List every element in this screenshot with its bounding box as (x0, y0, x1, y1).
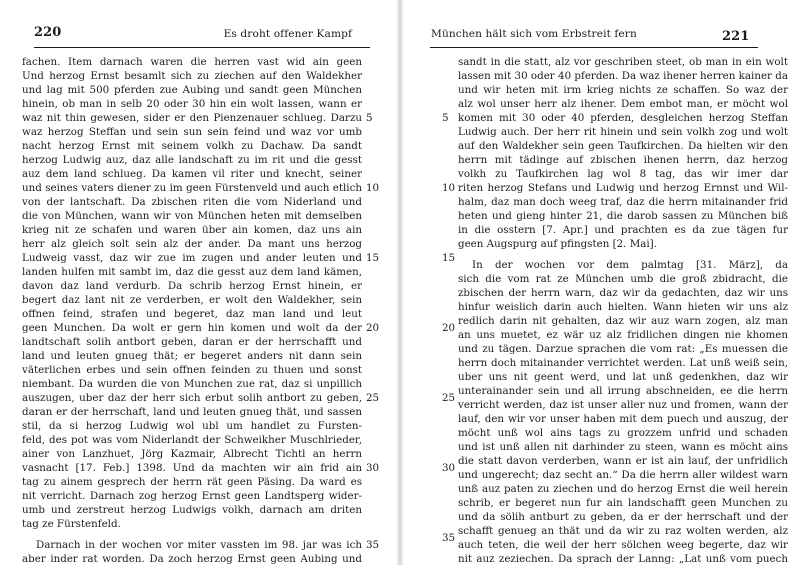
left-header-rule (34, 47, 370, 48)
line-number: 35 (366, 539, 380, 551)
text-line: verricht werden, daz ist unser aller nuz und fromen, wann der (458, 399, 788, 411)
line-number: 10 (442, 182, 456, 194)
text-line: landtschaft solih antbort geben, daran er der herrschafft und (22, 336, 362, 348)
text-line: und ist unß allen nit darhinder zu steen, wann es möcht ains (458, 441, 788, 453)
line-number: 20 (442, 322, 456, 334)
text-line: auszugen, uber daz der herr sich erbut solih antbort zu geben, (22, 392, 362, 404)
line-number: 15 (442, 252, 456, 264)
text-line: hinfur weislich darin auch hielten. Wann hieten wir uns alz (458, 301, 788, 313)
text-line: hinein, ob man in selb 20 oder 30 hin ein wolt lassen, wann er (22, 98, 362, 110)
text-line: uber uns nit geent werd, und lat unß gedenkhen, daz wir (458, 371, 788, 383)
text-line: nacht herzog Ernst mit seinem volkh zu Dachaw. Da sandt (22, 140, 362, 152)
right-page (400, 0, 800, 565)
text-line: aber inder rat worden. Da zoch herzog Ernst geen Aubing und (22, 553, 362, 565)
text-line: und seines vaters diener zu im geen Fürstenveld und auch etlich (22, 182, 362, 194)
text-line: waz herzog Steffan und sein sun sein feind und waz vor umb (22, 126, 362, 138)
text-line: In der wochen vor dem palmtag [31. März], da (472, 259, 788, 271)
text-line: fachen. Item darnach waren die herren vast wid ain geen (22, 56, 362, 68)
text-line: offnen feind, strafen und begeret, daz man land und leut (22, 308, 362, 320)
text-line: krieg nit ze schafen und waren über ain komen, daz uns ain (22, 224, 362, 236)
text-line: zbischen der herrn warn, daz wir da gedachten, daz wir uns (458, 287, 788, 299)
line-number: 5 (442, 112, 449, 124)
text-line: und zu tägen. Darzue sprachen die vom rat: „Es muessen die (458, 343, 788, 355)
text-line: Ludwig auch. Der herr rit hinein und sein volkh zog und wolt (458, 126, 788, 138)
text-line: geen Augspurg auf pfingsten [2. Mai]. (458, 238, 657, 250)
line-number: 5 (366, 112, 373, 124)
text-line: ainer von Lanzhuet, Jörg Kazmair, Albrecht Tichtl an herrn (22, 448, 362, 460)
text-line: feld, des pot was vom Niderlandt der Schweikher Muschlrieder, (22, 434, 362, 446)
right-page-number: 221 (722, 29, 750, 44)
text-line: begert daz lant nit ze verderben, er wolt den Waldekher, sein (22, 294, 362, 306)
text-line: riten herzog Stefans und Ludwig und herzog Ernnst und Wil- (458, 182, 788, 194)
text-line: väterlichen erbes und sein offnen feinden zu thuen und sonst (22, 364, 362, 376)
text-line: land und leuten gnueg thät; er begeret anders nit dann sein (22, 350, 362, 362)
text-line: nit verricht. Darnach zog herzog Ernst geen Landtsperg wider- (22, 490, 362, 502)
line-number: 20 (366, 322, 380, 334)
text-line: an uns muetet, ez wär uz alz fridlichen dingen nie khomen (458, 329, 788, 341)
text-line: davon daz land verdurb. Da schrib herzog Ernst hinein, er (22, 280, 362, 292)
text-line: herrn mit tädinge auf zbischen ihenen herrn, daz herzog (458, 154, 788, 166)
text-line: auz dem land schlueg. Da kamen vil riter und knecht, seiner (22, 168, 362, 180)
text-line: sandt in die statt, alz vor geschriben steet, ob man in ein wolt (458, 56, 788, 68)
text-line: und ungerecht; daz secht an.“ Da die herrn aller wildest warn (458, 469, 788, 481)
text-line: unterainander sein und all irrung abschneiden, ee die herrn (458, 385, 788, 397)
text-line: sich die vom rat ze München umb die groß zbidracht, die (458, 273, 788, 285)
text-line: stil, da si herzog Ludwig wol ubl um handlet zu Fursten- (22, 420, 362, 432)
text-line: schafft genueg an thät und da wir zu raz wolten werden, alz (458, 525, 788, 537)
text-line: alz wol unser herr alz ihener. Dem embot man, er möcht wol (458, 98, 788, 110)
text-line: herzog Ludwig auz, daz alle landschaft zu im rit und die gesst (22, 154, 362, 166)
left-running-head-text: Es droht offener Kampf (223, 28, 352, 40)
text-line: herr alz gleich solt sein alz der ander. Da mant uns herzog (22, 238, 362, 250)
text-line: auf den Waldekher sein geen Taufkirchen. Da hielten wir den (458, 140, 788, 152)
text-line: halm, daz man doch weeg traf, daz die herrn mitainander frid (458, 196, 788, 208)
text-line: herrn doch mitainander verrichtet werden. Lat unß weiß sein, (458, 357, 788, 369)
line-number: 25 (366, 392, 380, 404)
line-number: 25 (442, 392, 456, 404)
text-line: landen hulfen mit sambt im, daz die gesst auz dem land kämen, (22, 266, 362, 278)
text-line: schrib, er begeret nun fur ain landschafft geen Munchen zu (458, 497, 788, 509)
line-number: 15 (366, 252, 380, 264)
text-line: möcht unß wol ains tags zu grozzem unfrid und schaden (458, 427, 788, 439)
paragraph-gap (22, 531, 362, 538)
text-line: vasnacht [17. Feb.] 1398. Und da machten wir ain frid ain (22, 462, 362, 474)
text-line: komen mit 30 oder 40 pferden, desgleichen herzog Steffan (458, 112, 788, 124)
text-line: auch teten, die weil der herr sölchen weeg begerte, daz wir (458, 539, 788, 551)
text-line: tag ze Fürstenfeld. (22, 518, 121, 530)
text-line: waz nit thin gewesen, sider er den Pienzenauer schlueg. Darzu (22, 112, 362, 124)
text-line: geen Munchen. Da wolt er gern hin komen und wolt da der (22, 322, 362, 334)
text-line: volkh zu Taufkirchen lag wol 8 tag, das wir imer dar (458, 168, 788, 180)
text-line: und lag mit 500 pferden zue Aubing und sandt geen München (22, 84, 362, 96)
text-line: tag zu ainem gesprech der herrn rät geen Päsing. Da ward es (22, 476, 362, 488)
text-line: umb und zerstreut herzog Ludwigs volkh, darnach am driten (22, 504, 362, 516)
text-line: in die osstern [7. Apr.] und prachten es da zue tägen fur (458, 224, 788, 236)
text-line: nit auz zeziechen. Da sprach der Lanng: „Lat unß vom puech (458, 553, 788, 565)
right-running-head: München hält sich vom Erbstreit fern (431, 28, 637, 40)
paragraph-gap (458, 251, 788, 258)
text-line: niembant. Da wurden die von Munchen zue rat, daz si unpillich (22, 378, 362, 390)
line-number: 10 (366, 182, 380, 194)
text-line: und da sölih antburt zu geben, da er der herrschaft und der (458, 511, 788, 523)
text-line: Ludweig vasst, daz wir zue im zugen und ander leuten und (22, 252, 362, 264)
line-number: 30 (366, 462, 380, 474)
text-line: redlich darin nit gehalten, daz wir auz warn zogen, alz man (458, 315, 788, 327)
text-line: lauf, den wir vor unser haben mit dem puech und auszug, der (458, 413, 788, 425)
right-header-rule (430, 47, 758, 48)
left-page-number: 220 (34, 25, 62, 40)
text-line: heten und gieng hinter 21, die darob sassen zu München biß (458, 210, 788, 222)
text-line: die von München, wann wir von München heten mit demselben (22, 210, 362, 222)
right-body-text (458, 55, 788, 565)
text-line: Und herzog Ernst besamlt sich zu ziechen auf den Waldekher (22, 70, 362, 82)
text-line: die statt davon verderben, wann er ist ain lauf, der unfridlich (458, 455, 788, 467)
text-line: und wir heten mit irm krieg nichts ze schaffen. So waz der (458, 84, 788, 96)
line-number: 30 (442, 462, 456, 474)
text-line: von der lantschaft. Da zbischen riten die vom Niderland und (22, 196, 362, 208)
left-body-text (22, 55, 362, 565)
text-line: Darnach in der wochen vor miter vassten im 98. jar was ich (36, 539, 362, 551)
line-number: 35 (442, 532, 456, 544)
text-line: daran er der herrschaft, land und leuten gnueg thät, und sassen (22, 406, 362, 418)
text-line: unß auz paten zu ziechen und do herzog Ernst die weil herein (458, 483, 788, 495)
text-line: lassen mit 30 oder 40 pferden. Da waz ihener herren kainer da (458, 70, 788, 82)
